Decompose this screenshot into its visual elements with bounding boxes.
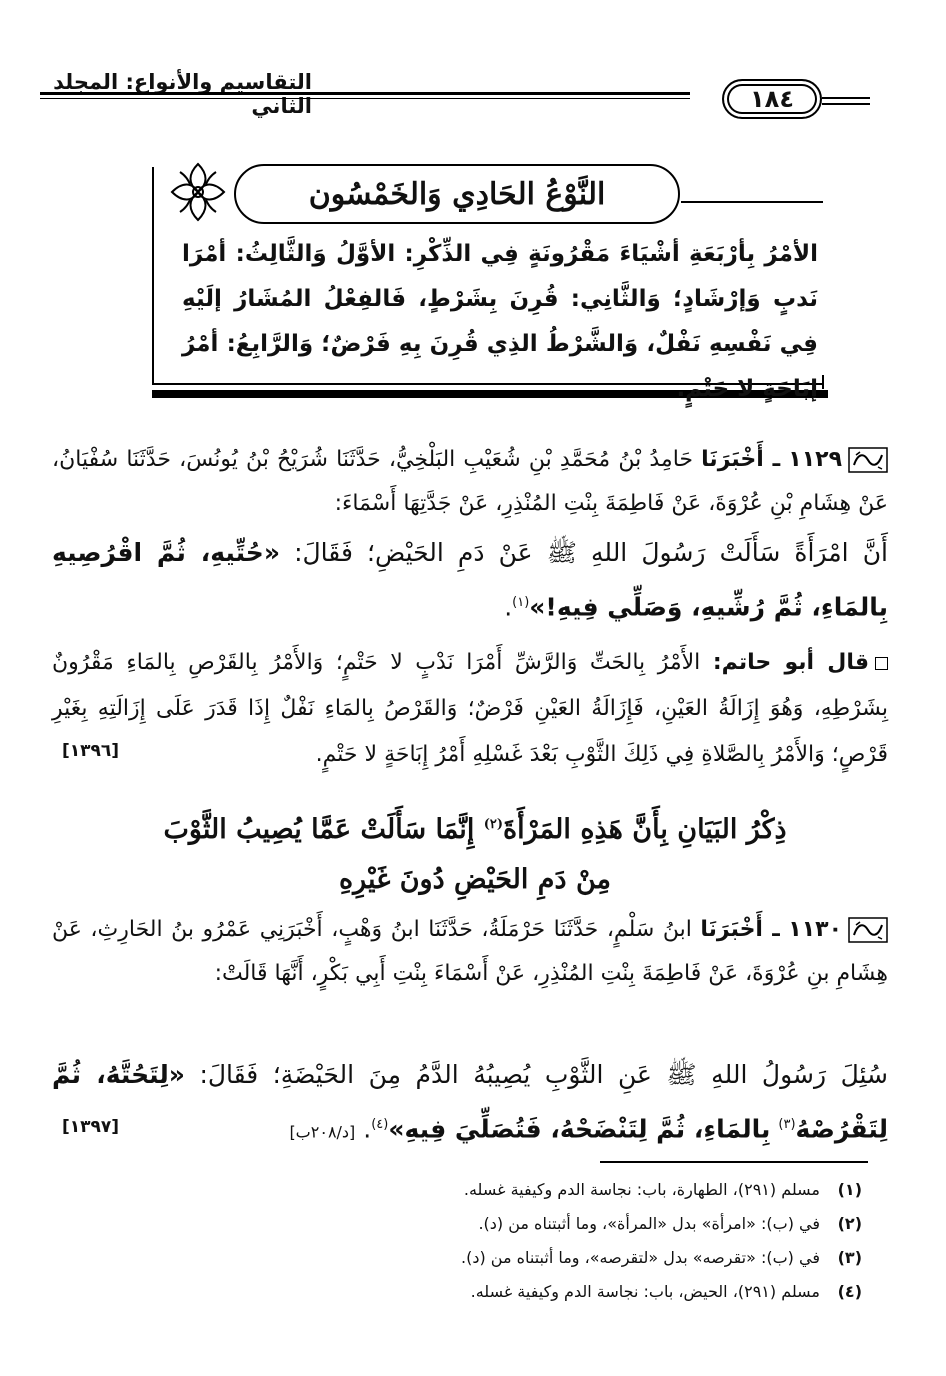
section-box-tick [822,375,824,389]
hadith-lead: ـ أَخْبَرَنَا [700,917,780,942]
commentary-text: الأَمْرُ بِالحَتِّ وَالرَّشِّ أَمْرَا نَدْبٍ لا حَتْمٍ؛ وَالأَمْرُ بِالقَرْصِ بِالمَاءِ مَقْرُونٌ بِشَرْطِهِ، وَهُوَ إِزَالَةُ العَيْنِ، فَإِزَالَةُ العَيْنِ فَرْضٌ؛ وَالقَرْصُ بِالمَاءِ نَفْلٌ إِذَا قَدَرَ عَلَى إِزَالَتِهِ بِغَيْرِ قَرْصٍ؛ وَالأَمْرُ بِالصَّلاةِ فِي ذَلِكَ الثَّوْبِ بَعْدَ غَسْلِهِ أَمْرُ إِبَاحَةٍ لا حَتْمٍ. [52,650,888,767]
section-summary: الأمْرُ بِأرْبَعَةِ أشْيَاءَ مَقْرُونَةٍ فِي الذِّكْرِ: الأوَّلُ وَالثَّالِثُ: أمْرَا نَدبٍ وَإرْشَادٍ؛ وَالثَّانِي: قُرِنَ بِشَرْطٍ، فَالفِعْلُ المُشَارُ إلَيْهِ فِي نَفْسِهِ نَفْلٌ، وَالشَّرْطُ الذِي قُرِنَ بِهِ فَرْضٌ؛ وَالرَّابِعُ: أمْرُ إبَاحَةٍ لا حَتْمٍ. [182,241,818,402]
hadith-marker-icon [848,447,888,473]
footnote-mark: (٢) [483,817,504,832]
hadith-1129-isnad [52,438,888,526]
matn-prophetic-text-b: بِالمَاءِ، ثُمَّ لِتَنْضَحْهُ، فَتُصَلِّيَ فِيهِ» [388,1114,771,1144]
isnad-text: حَامِدُ بْنُ مُحَمَّدِ بْنِ شُعَيْبِ البَلْخِيُّ، حَدَّثَنَا شُرَيْحُ بْنُ يُونُسَ، حَدَّثَنَا سُفْيَانُ، عَنْ هِشَامِ بْنِ عُرْوَةَ، عَنْ فَاطِمَةَ بِنْتِ المُنْذِرِ، عَنْ جَدَّتِهَا أَسْمَاءَ: [52,447,888,516]
footnote-mark: (٤) [371,1117,389,1132]
reference-number: [١٣٩٦] [62,741,120,761]
section-box-topline [681,201,823,203]
matn-prophetic-text: «حُتِّيهِ، ثُمَّ اقْرُصِيهِ بِالمَاءِ، ثُمَّ رُشِّيهِ، وَصَلِّي فِيهِ!» [52,538,888,622]
footnote-text: في (ب): «امرأة» بدل «المرأة»، وما أثبتناه من (د). [478,1214,820,1233]
header-rule-right-2 [822,103,870,105]
hadith-lead: ـ أَخْبَرَنَا [701,447,781,472]
footnote-number: (٣) [837,1248,862,1267]
footnote-mark: (١) [512,595,530,610]
footnote-rule [600,1161,868,1163]
footnote-text: في (ب): «تقرصه» بدل «لتقرصه»، وما أثبتناه من (د). [461,1248,820,1267]
running-title: التقاسيم والأنواع: المجلد الثاني [53,70,312,118]
header-rule-thin [40,98,690,99]
matn-text: أَنَّ امْرَأَةً سَأَلَتْ رَسُولَ اللهِ ﷺ عَنْ دَمِ الحَيْضِ؛ فَقَالَ: [294,538,888,567]
footnote-text: مسلم (٢٩١)، الطهارة، باب: نجاسة الدم وكيفية غسله. [463,1180,820,1199]
hadith-1130-isnad [52,908,888,996]
matn-prophetic-text-a: «لِتَحُتَّهُ، ثُمَّ لِتَقْرُصْهُ [52,1060,888,1144]
hadith-marker-icon [848,917,888,943]
ornament-icon [168,160,228,224]
commentary-lead: قال أبو حاتم: [712,650,869,675]
hadith-1129-matn [52,528,888,632]
footnote-1 [464,1180,862,1200]
hadith-1130-matn [52,1050,888,1157]
footnote-2 [478,1214,862,1234]
isnad-text: ابنُ سَلْمٍ، حَدَّثَنَا حَرْمَلَةُ، حَدَّثَنَا ابنُ وَهْبٍ، أَخْبَرَنِي عَمْرُو بنُ الحَارِثِ، عَنْ هِشَامِ بنِ عُرْوَةَ، عَنْ فَاطِمَةَ بِنْتِ المُنْذِرِ، عَنْ أَسْمَاءَ بِنْتِ أَبِي بَكْرٍ، أَنَّهَا قَالَتْ: [52,917,888,986]
square-bullet-icon [875,657,888,670]
footnote-number: (١) [837,1180,862,1199]
footnote-3 [461,1248,862,1268]
hadith-number: ١١٢٩ [788,447,842,472]
matn-end: . [363,1114,372,1144]
hadith-number: ١١٣٠ [788,917,842,942]
footnote-number: (٢) [837,1214,862,1233]
footnote-mark: (٣) [778,1117,796,1132]
heading-line-2: مِنْ دَمِ الحَيْضِ دُونَ غَيْرِهِ [339,864,611,895]
footnote-4 [471,1282,862,1302]
footnote-text: مسلم (٢٩١)، الحيض، باب: نجاسة الدم وكيفية غسله. [470,1282,820,1301]
footnote-number: (٤) [837,1282,862,1301]
manuscript-reference: [د/٢٠٨ب] [289,1122,356,1142]
section-title: النَّوْعُ الحَادِي وَالخَمْسُون [234,164,680,224]
heading-line-1b: إِنَّمَا سَأَلَتْ عَمَّا يُصِيبُ الثَّوْبَ [163,814,475,845]
matn-end: . [504,592,513,622]
section-heading [70,800,880,905]
page-number: ١٨٤ [722,79,822,119]
reference-number: [١٣٩٧] [62,1117,120,1137]
header-rule-right [822,97,870,99]
commentary [52,640,888,778]
heading-line-1a: ذِكْرُ البَيَانِ بِأَنَّ هَذِهِ المَرْأَةَ [503,814,787,845]
matn-text: سُئِلَ رَسُولُ اللهِ ﷺ عَنِ الثَّوْبِ يُصِيبُهُ الدَّمُ مِنَ الحَيْضَةِ؛ فَقَالَ: [199,1060,888,1089]
header-rule [40,92,690,95]
